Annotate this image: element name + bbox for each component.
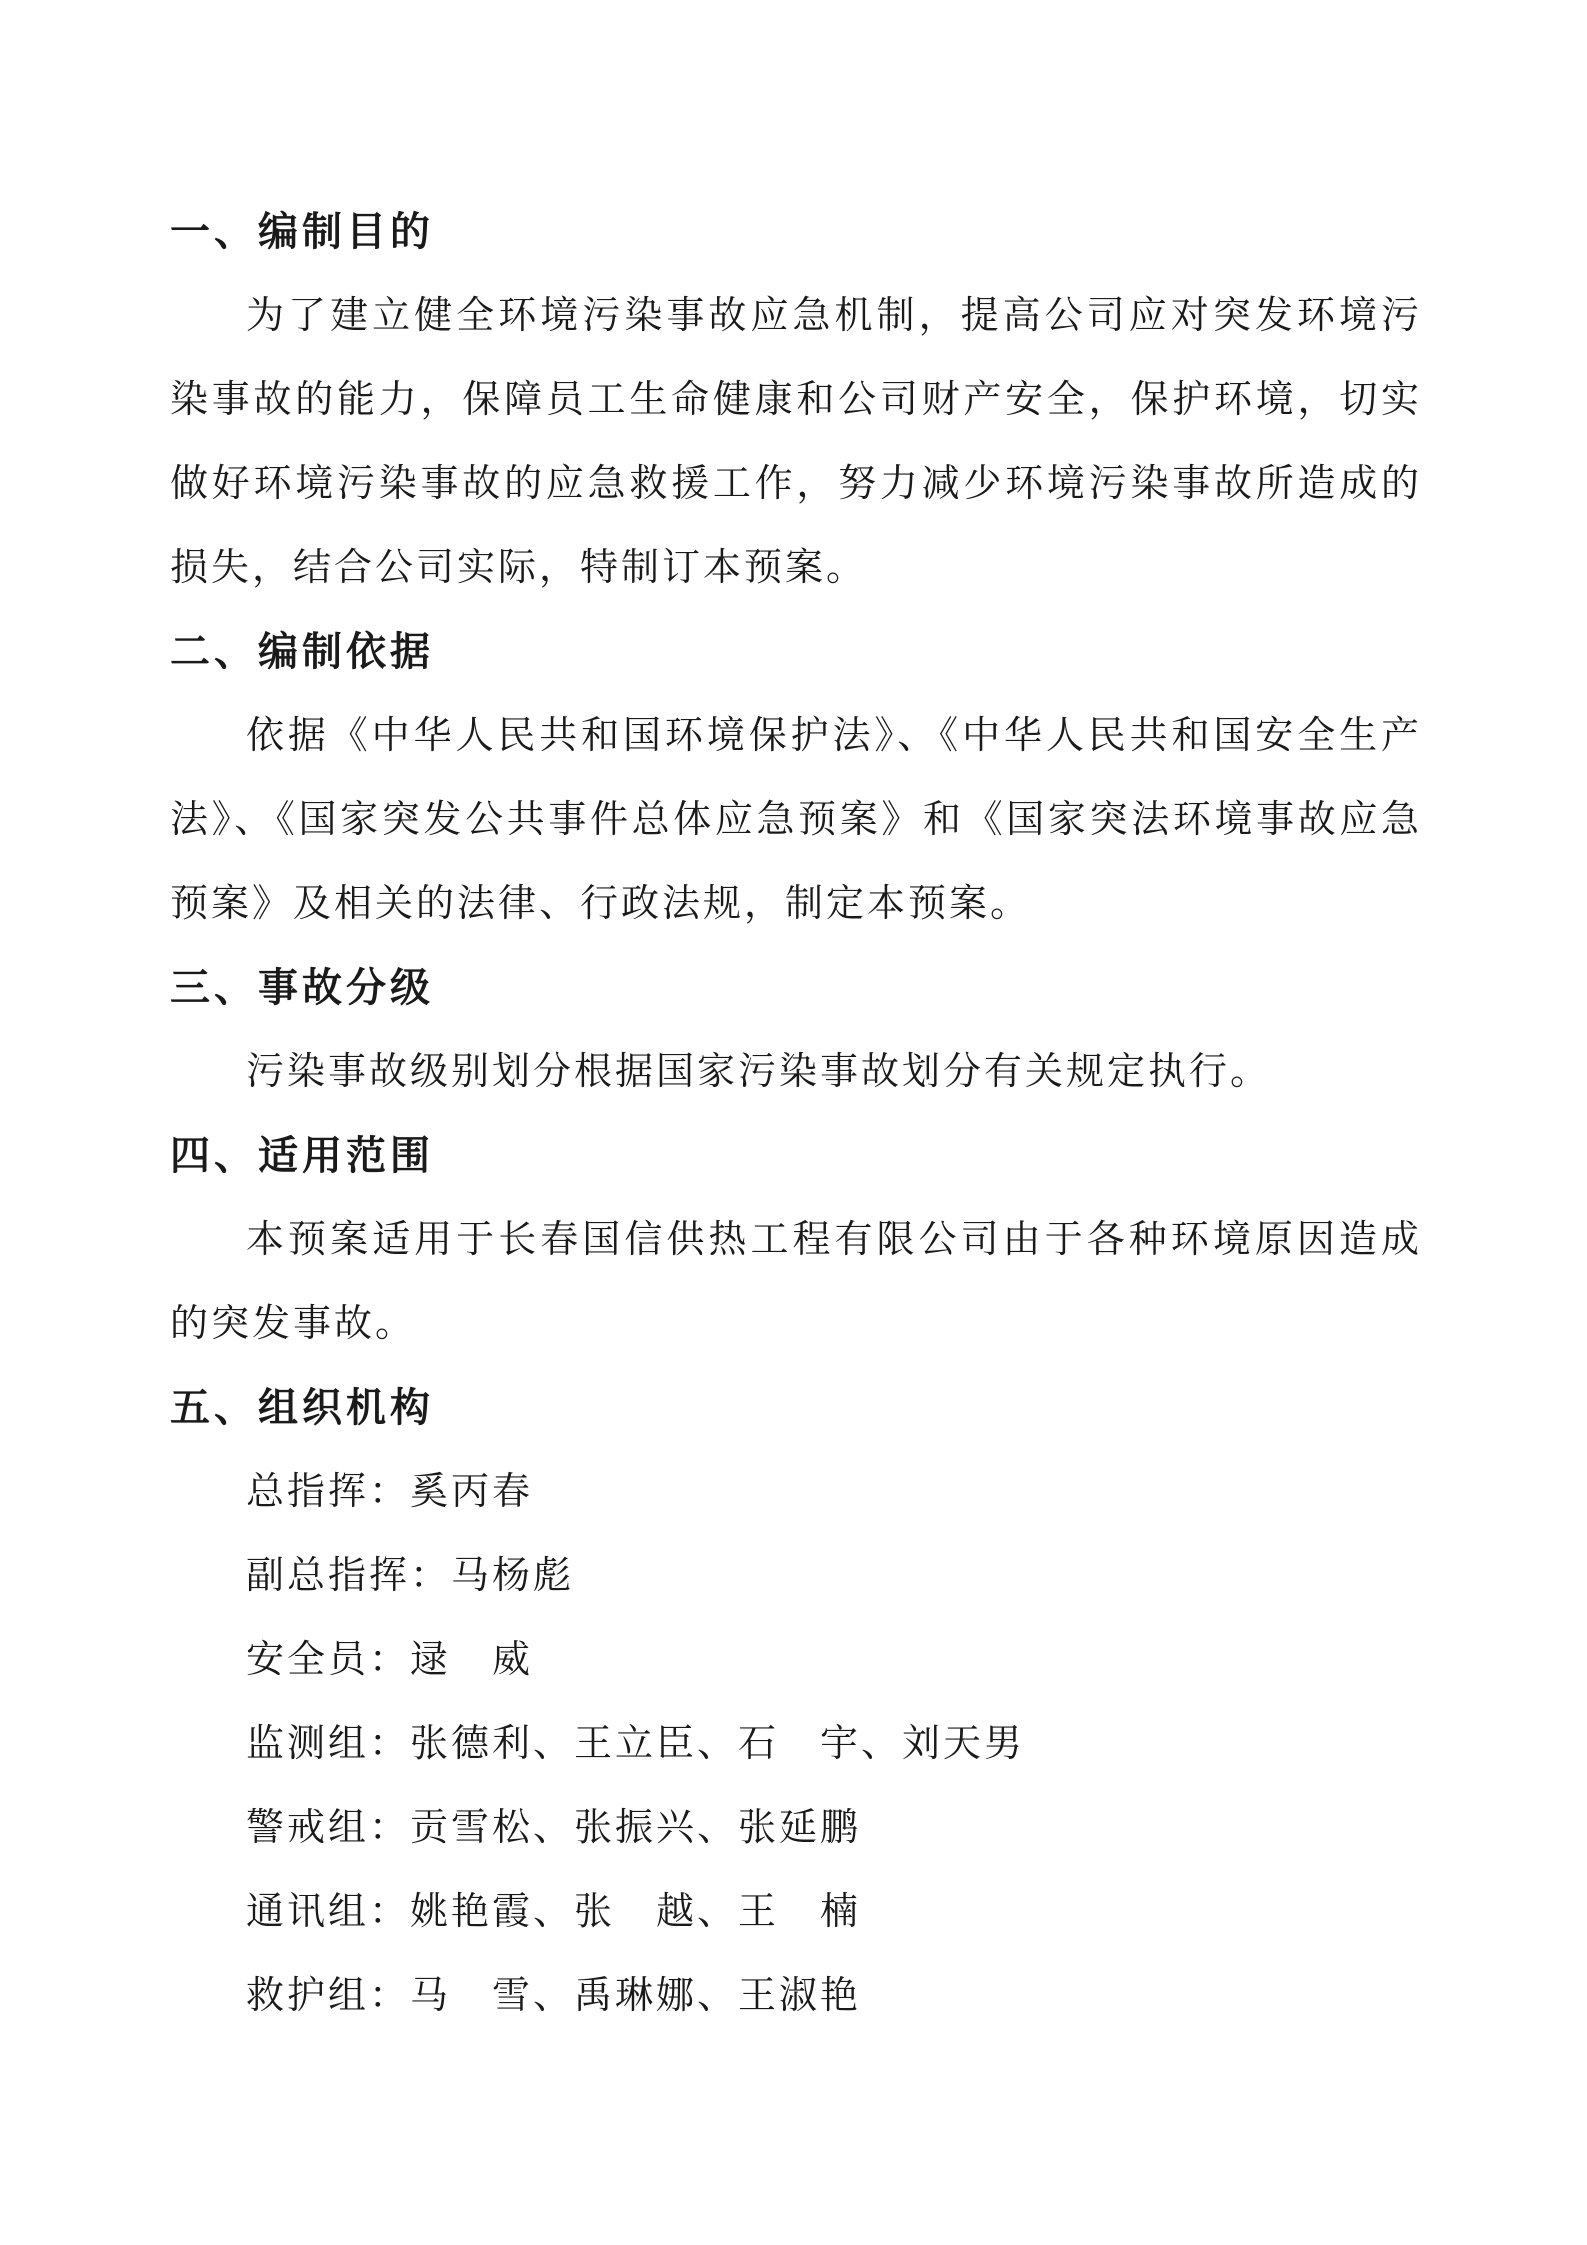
roster-line-communication-team: 通讯组：姚艳霞、张 越、王 楠 [246,1891,862,1933]
section-heading: 四、适用范围 [170,1133,434,1178]
section-paragraph: 污染事故级别划分根据国家污染事故划分有关规定执行。 [246,1051,1272,1093]
section-compilation-basis [170,610,1422,946]
section-paragraph: 本预案适用于长春国信供热工程有限公司由于各种环境原因造成的突发事故。 [170,1219,1422,1345]
section-compilation-purpose [170,190,1422,610]
section-heading: 五、组织机构 [170,1385,434,1430]
roster-line-safety-officer: 安全员：逯 威 [246,1639,534,1681]
roster-line-monitoring-team: 监测组：张德利、王立臣、石 宇、刘天男 [246,1723,1026,1765]
roster-line-rescue-team: 救护组：马 雪、禹琳娜、王淑艳 [246,1975,862,2017]
roster-line-deputy-commander: 副总指挥：马杨彪 [246,1555,575,1597]
section-heading: 二、编制依据 [170,629,434,674]
section-heading: 一、编制目的 [170,209,434,254]
section-organization [170,1366,1422,2038]
section-paragraph: 依据《中华人民共和国环境保护法》、《中华人民共和国安全生产法》、《国家突发公共事件总体应急预案》和《国家突法环境事故应急预案》及相关的法律、行政法规，制定本预案。 [170,715,1422,925]
section-heading: 三、事故分级 [170,965,434,1010]
section-accident-grading [170,946,1422,1114]
roster-line-commander: 总指挥：奚丙春 [246,1471,534,1513]
section-scope-of-application [170,1114,1422,1366]
section-paragraph: 为了建立健全环境污染事故应急机制，提高公司应对突发环境污染事故的能力，保障员工生命健康和公司财产安全，保护环境，切实做好环境污染事故的应急救援工作，努力减少环境污染事故所造成的损失，结合公司实际，特制订本预案。 [170,295,1422,589]
roster-line-cordon-team: 警戒组：贡雪松、张振兴、张延鹏 [246,1807,862,1849]
